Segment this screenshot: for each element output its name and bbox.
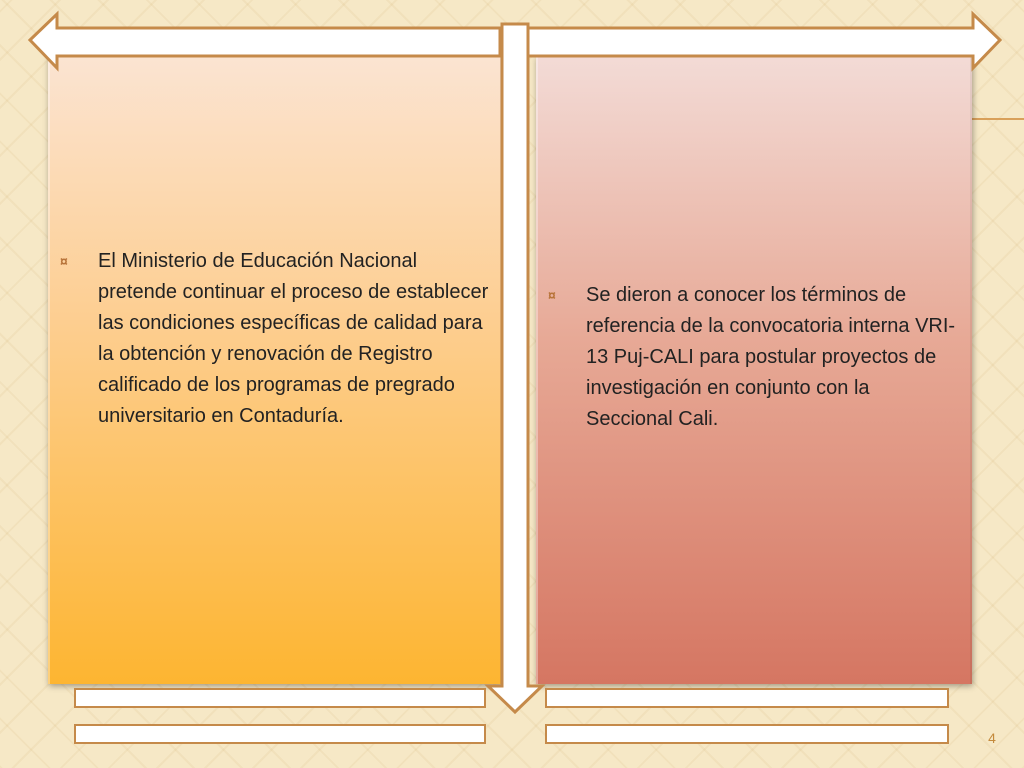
bullet-icon: ¤: [548, 287, 556, 303]
footer-box-left-1: [74, 688, 486, 708]
right-arrow-icon: [528, 14, 1000, 68]
left-bullet-text: El Ministerio de Educación Nacional pretende continuar el proceso de establecer las condiciones específicas de calidad para la obtención y renovación de Registro calificado de los programas de pregrado universitario en Contaduría.: [98, 250, 489, 427]
footer-box-right-1: [545, 688, 949, 708]
down-arrow-icon: [488, 24, 542, 712]
footer-box-left-2: [74, 724, 486, 744]
footer-box-right-2: [545, 724, 949, 744]
page-number: 4: [988, 730, 996, 746]
bullet-icon: ¤: [60, 253, 68, 269]
left-arrow-icon: [30, 14, 500, 68]
right-bullet-text: Se dieron a conocer los términos de referencia de la convocatoria interna VRI-13 Puj-CALI para postular proyectos de investigación en conjunto con la Seccional Cali.: [586, 284, 956, 430]
